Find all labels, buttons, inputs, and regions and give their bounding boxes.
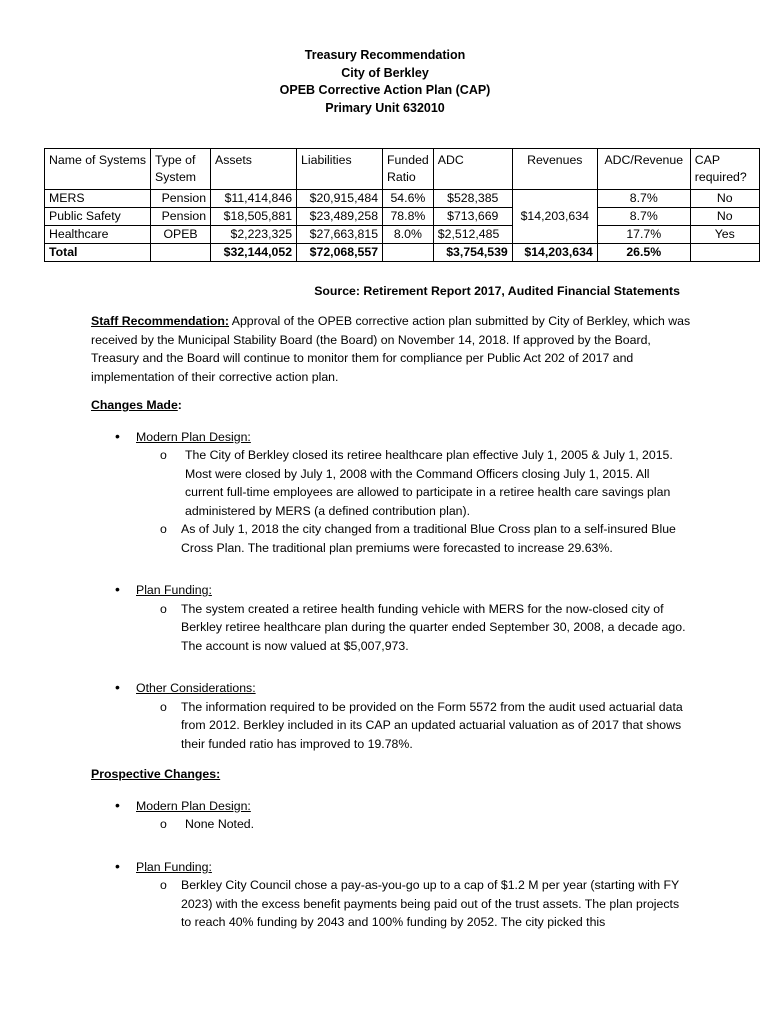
cell-assets: $2,223,325 — [211, 226, 297, 244]
table-row — [45, 190, 760, 208]
cell-cap — [690, 244, 759, 262]
circle-bullet-icon: o — [160, 448, 167, 462]
cell-funded: 54.6% — [383, 190, 434, 208]
staff-text: Approval of the OPEB corrective action plan submitted by City of Berkley, which was received by the Municipal Stability Board (the Board) on November 14, 2018. If approved by the Board, Treasury and the Board will continue to monitor them for compliance per Public Act 202 of 2017 and implementation of their corrective action plan. — [91, 314, 691, 384]
cell-adcrev: 26.5% — [597, 244, 690, 262]
cell-liabilities: $23,489,258 — [297, 208, 383, 226]
cell-assets: $32,144,052 — [211, 244, 297, 262]
sub-list-item — [91, 446, 691, 520]
sub-item-text: The information required to be provided on the Form 5572 from the audit used actuarial data from 2012. Berkley included in its CAP an updated actuarial valuation as of 2017 that shows their funded ratio has improved to 19.78%. — [181, 699, 683, 751]
list-item — [91, 679, 691, 698]
cell-name: Total — [45, 244, 151, 262]
cell-assets: $11,414,846 — [211, 190, 297, 208]
changes-title: Changes Made — [91, 398, 178, 412]
col-liabilities-header: Liabilities — [297, 149, 383, 190]
header-city: City of Berkley — [341, 65, 429, 80]
cell-type — [151, 244, 211, 262]
list-item — [91, 428, 691, 447]
cell-name: MERS — [45, 190, 151, 208]
col-adc-header: ADC — [433, 149, 512, 190]
col-adcrev-header: ADC/Revenue — [597, 149, 690, 190]
list-item — [91, 581, 691, 600]
table-total-row — [45, 244, 760, 262]
sub-item-text: The system created a retiree health funding vehicle with MERS for the now-closed city of Berkley retiree healthcare plan during the quarter ended September 30, 2008, a decade ago. The account is now valued at $5,007,973. — [181, 601, 686, 653]
staff-recommendation — [91, 312, 691, 386]
cell-adc: $2,512,485 — [433, 226, 512, 244]
circle-bullet-icon: o — [160, 601, 167, 616]
table-source: Source: Retirement Report 2017, Audited Financial Statements — [314, 284, 680, 298]
circle-bullet-icon: o — [160, 699, 167, 714]
cell-revenues — [512, 226, 597, 244]
cell-name: Healthcare — [45, 226, 151, 244]
cell-adc: $713,669 — [433, 208, 512, 226]
document-body — [91, 312, 691, 932]
sub-list-item — [91, 876, 691, 932]
sub-item-text: None Noted. — [185, 817, 255, 831]
modern-design-label: Modern Plan Design: — [136, 429, 251, 444]
cell-adcrev: 8.7% — [597, 190, 690, 208]
cell-adc: $3,754,539 — [433, 244, 512, 262]
cell-liabilities: $27,663,815 — [297, 226, 383, 244]
cell-name: Public Safety — [45, 208, 151, 226]
header-plan: OPEB Corrective Action Plan (CAP) — [279, 83, 491, 97]
cell-funded — [383, 244, 434, 262]
cell-type: Pension — [151, 208, 211, 226]
bullet-icon: • — [115, 796, 120, 813]
cell-liabilities: $20,915,484 — [297, 190, 383, 208]
circle-bullet-icon: o — [160, 522, 167, 536]
cell-cap: No — [690, 208, 759, 226]
cell-adcrev: 8.7% — [597, 208, 690, 226]
sub-item-text: As of July 1, 2018 the city changed from a traditional Blue Cross plan to a self-insured Blue Cross Plan. The traditional plan premiums were forecasted to increase 29.63%. — [181, 522, 676, 555]
cell-cap: No — [690, 190, 759, 208]
prospective-modern-label: Modern Plan Design: — [136, 798, 251, 813]
cell-funded: 8.0% — [383, 226, 434, 244]
col-name-header: Name of Systems — [45, 149, 151, 190]
cell-revenues: $14,203,634 — [512, 244, 597, 262]
cell-assets: $18,505,881 — [211, 208, 297, 226]
systems-table — [44, 148, 760, 262]
other-considerations-label: Other Considerations: — [136, 681, 256, 695]
header-unit: Primary Unit 632010 — [325, 100, 445, 115]
bullet-icon: • — [115, 679, 120, 695]
cell-revenues — [512, 190, 597, 208]
col-type-header: Type of System — [151, 149, 211, 190]
circle-bullet-icon: o — [160, 817, 167, 831]
col-revenues-header: Revenues — [512, 149, 597, 190]
sub-item-text: The City of Berkley closed its retiree healthcare plan effective July 1, 2005 & July 1, 2015. Most were closed by July 1, 2008 with the Command Officers closing July 1, 2015. All current full-time employees are allowed to participate in a retiree health care savings plan administered by MERS (a defined contribution plan). — [185, 448, 673, 518]
header-title: Treasury Recommendation — [304, 48, 466, 62]
col-assets-header: Assets — [211, 149, 297, 190]
cell-liabilities: $72,068,557 — [297, 244, 383, 262]
plan-funding-label: Plan Funding: — [136, 583, 212, 597]
col-cap-header: CAP required? — [690, 149, 759, 190]
cell-funded: 78.8% — [383, 208, 434, 226]
cell-type: OPEB — [151, 226, 211, 244]
staff-label: Staff Recommendation: — [91, 314, 230, 328]
table-row — [45, 226, 760, 244]
list-item — [91, 797, 691, 816]
sub-list-item — [91, 600, 691, 656]
changes-heading — [91, 396, 691, 415]
sub-list-item — [91, 815, 691, 834]
changes-colon: : — [177, 398, 182, 412]
document-header — [0, 47, 770, 117]
bullet-icon: • — [115, 427, 120, 444]
cell-revenues: $14,203,634 — [512, 208, 597, 226]
circle-bullet-icon: o — [160, 878, 167, 892]
sub-list-item — [91, 520, 691, 557]
cell-adc: $528,385 — [433, 190, 512, 208]
cell-adcrev: 17.7% — [597, 226, 690, 244]
prospective-heading: Prospective Changes: — [91, 767, 221, 781]
bullet-icon: • — [115, 857, 120, 874]
bullet-icon: • — [115, 581, 120, 597]
table-row — [45, 208, 760, 226]
sub-item-text: Berkley City Council chose a pay-as-you-go up to a cap of $1.2 M per year (starting with FY 2023) with the excess benefit payments being paid out of the trust assets. The plan projects to reach 40% funding by 2043 and 100% funding by 2052. The city picked this — [181, 878, 680, 929]
list-item — [91, 858, 691, 877]
col-funded-header: Funded Ratio — [383, 149, 434, 190]
sub-list-item — [91, 698, 691, 754]
table-header-row — [45, 149, 760, 190]
cell-cap: Yes — [690, 226, 759, 244]
cell-type: Pension — [151, 190, 211, 208]
prospective-funding-label: Plan Funding: — [136, 859, 212, 874]
